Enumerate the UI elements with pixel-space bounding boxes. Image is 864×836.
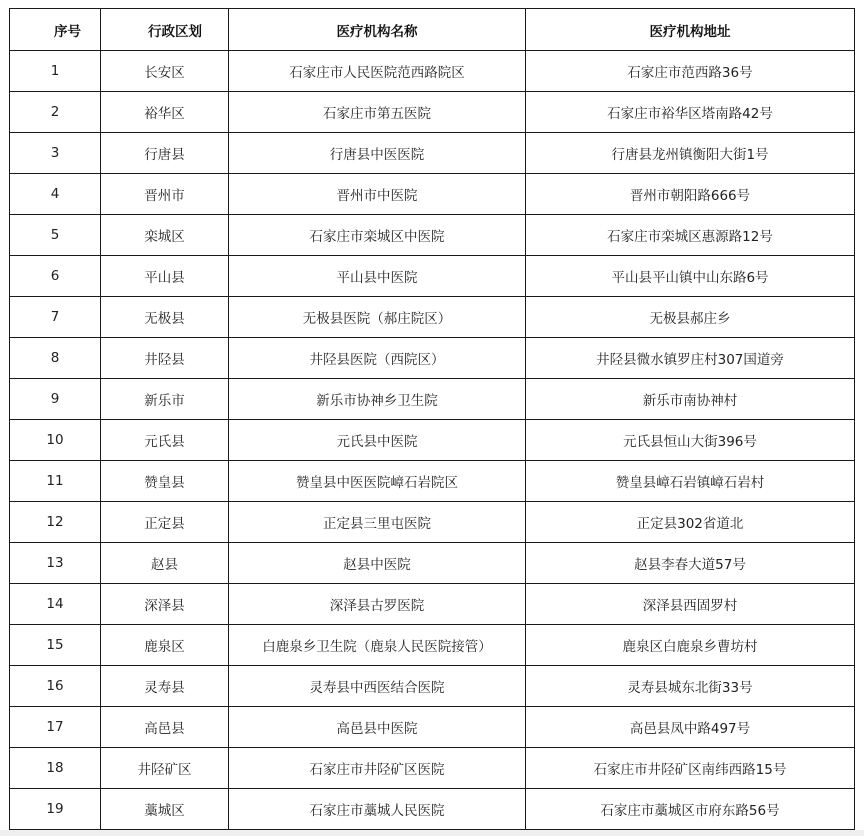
cell-district: 长安区 [101, 51, 229, 92]
table-row [10, 174, 855, 215]
cell-no: 6 [10, 256, 101, 297]
table-row [10, 420, 855, 461]
cell-district: 平山县 [101, 256, 229, 297]
cell-hospital-name: 晋州市中医院 [229, 174, 526, 215]
table-header-row [10, 9, 855, 51]
cell-no: 19 [10, 789, 101, 830]
table-row [10, 543, 855, 584]
cell-hospital-name: 石家庄市井陉矿区医院 [229, 748, 526, 789]
cell-hospital-address: 无极县郝庄乡 [526, 297, 855, 338]
cell-no: 15 [10, 625, 101, 666]
table-row [10, 92, 855, 133]
header-hospital-address: 医疗机构地址 [526, 9, 855, 51]
table-row [10, 338, 855, 379]
table-row [10, 256, 855, 297]
cell-hospital-name: 正定县三里屯医院 [229, 502, 526, 543]
cell-no: 16 [10, 666, 101, 707]
header-hospital-name: 医疗机构名称 [229, 9, 526, 51]
cell-no: 4 [10, 174, 101, 215]
cell-hospital-address: 石家庄市藁城区市府东路56号 [526, 789, 855, 830]
table-row [10, 748, 855, 789]
header-district: 行政区划 [101, 9, 229, 51]
table-row [10, 51, 855, 92]
cell-district: 正定县 [101, 502, 229, 543]
cell-hospital-address: 石家庄市井陉矿区南纬西路15号 [526, 748, 855, 789]
cell-no: 13 [10, 543, 101, 584]
cell-no: 14 [10, 584, 101, 625]
cell-hospital-address: 平山县平山镇中山东路6号 [526, 256, 855, 297]
cell-hospital-name: 石家庄市第五医院 [229, 92, 526, 133]
cell-hospital-name: 石家庄市人民医院范西路院区 [229, 51, 526, 92]
cell-hospital-address: 井陉县微水镇罗庄村307国道旁 [526, 338, 855, 379]
cell-no: 12 [10, 502, 101, 543]
cell-district: 元氏县 [101, 420, 229, 461]
cell-district: 井陉县 [101, 338, 229, 379]
cell-district: 新乐市 [101, 379, 229, 420]
cell-hospital-address: 高邑县凤中路497号 [526, 707, 855, 748]
cell-hospital-name: 深泽县古罗医院 [229, 584, 526, 625]
cell-district: 鹿泉区 [101, 625, 229, 666]
cell-no: 2 [10, 92, 101, 133]
cell-hospital-address: 晋州市朝阳路666号 [526, 174, 855, 215]
cell-hospital-address: 新乐市南协神村 [526, 379, 855, 420]
cell-hospital-name: 无极县医院（郝庄院区） [229, 297, 526, 338]
cell-hospital-name: 灵寿县中西医结合医院 [229, 666, 526, 707]
cell-no: 10 [10, 420, 101, 461]
cell-hospital-address: 行唐县龙州镇衡阳大街1号 [526, 133, 855, 174]
cell-hospital-address: 赵县李春大道57号 [526, 543, 855, 584]
table-body [10, 51, 855, 830]
table-row [10, 584, 855, 625]
cell-hospital-name: 平山县中医院 [229, 256, 526, 297]
cell-hospital-name: 石家庄市藁城人民医院 [229, 789, 526, 830]
hospital-table [9, 8, 855, 830]
cell-district: 灵寿县 [101, 666, 229, 707]
cell-hospital-name: 新乐市协神乡卫生院 [229, 379, 526, 420]
cell-hospital-name: 元氏县中医院 [229, 420, 526, 461]
cell-hospital-address: 鹿泉区白鹿泉乡曹坊村 [526, 625, 855, 666]
cell-district: 裕华区 [101, 92, 229, 133]
cell-district: 高邑县 [101, 707, 229, 748]
table-row [10, 133, 855, 174]
cell-hospital-address: 石家庄市范西路36号 [526, 51, 855, 92]
cell-hospital-name: 井陉县医院（西院区） [229, 338, 526, 379]
cell-district: 深泽县 [101, 584, 229, 625]
table-row [10, 625, 855, 666]
cell-no: 8 [10, 338, 101, 379]
cell-hospital-name: 行唐县中医医院 [229, 133, 526, 174]
cell-no: 5 [10, 215, 101, 256]
page-bottom-edge [0, 830, 864, 836]
cell-no: 1 [10, 51, 101, 92]
cell-no: 11 [10, 461, 101, 502]
cell-district: 晋州市 [101, 174, 229, 215]
cell-hospital-address: 正定县302省道北 [526, 502, 855, 543]
table-row [10, 789, 855, 830]
header-no: 序号 [10, 9, 101, 51]
cell-district: 无极县 [101, 297, 229, 338]
cell-district: 栾城区 [101, 215, 229, 256]
table-row [10, 297, 855, 338]
table-row [10, 461, 855, 502]
cell-hospital-name: 赞皇县中医医院嶂石岩院区 [229, 461, 526, 502]
cell-no: 18 [10, 748, 101, 789]
cell-hospital-address: 深泽县西固罗村 [526, 584, 855, 625]
cell-hospital-name: 白鹿泉乡卫生院（鹿泉人民医院接管） [229, 625, 526, 666]
table-row [10, 379, 855, 420]
cell-district: 藁城区 [101, 789, 229, 830]
cell-hospital-address: 元氏县恒山大街396号 [526, 420, 855, 461]
cell-hospital-address: 赞皇县嶂石岩镇嶂石岩村 [526, 461, 855, 502]
table-row [10, 666, 855, 707]
cell-district: 赞皇县 [101, 461, 229, 502]
cell-district: 行唐县 [101, 133, 229, 174]
cell-no: 7 [10, 297, 101, 338]
cell-hospital-address: 石家庄市裕华区塔南路42号 [526, 92, 855, 133]
cell-hospital-name: 石家庄市栾城区中医院 [229, 215, 526, 256]
cell-no: 9 [10, 379, 101, 420]
cell-hospital-name: 赵县中医院 [229, 543, 526, 584]
cell-hospital-address: 灵寿县城东北街33号 [526, 666, 855, 707]
table-row [10, 215, 855, 256]
cell-district: 赵县 [101, 543, 229, 584]
cell-district: 井陉矿区 [101, 748, 229, 789]
cell-hospital-name: 高邑县中医院 [229, 707, 526, 748]
cell-no: 3 [10, 133, 101, 174]
cell-no: 17 [10, 707, 101, 748]
table-row [10, 502, 855, 543]
table-row [10, 707, 855, 748]
cell-hospital-address: 石家庄市栾城区惠源路12号 [526, 215, 855, 256]
